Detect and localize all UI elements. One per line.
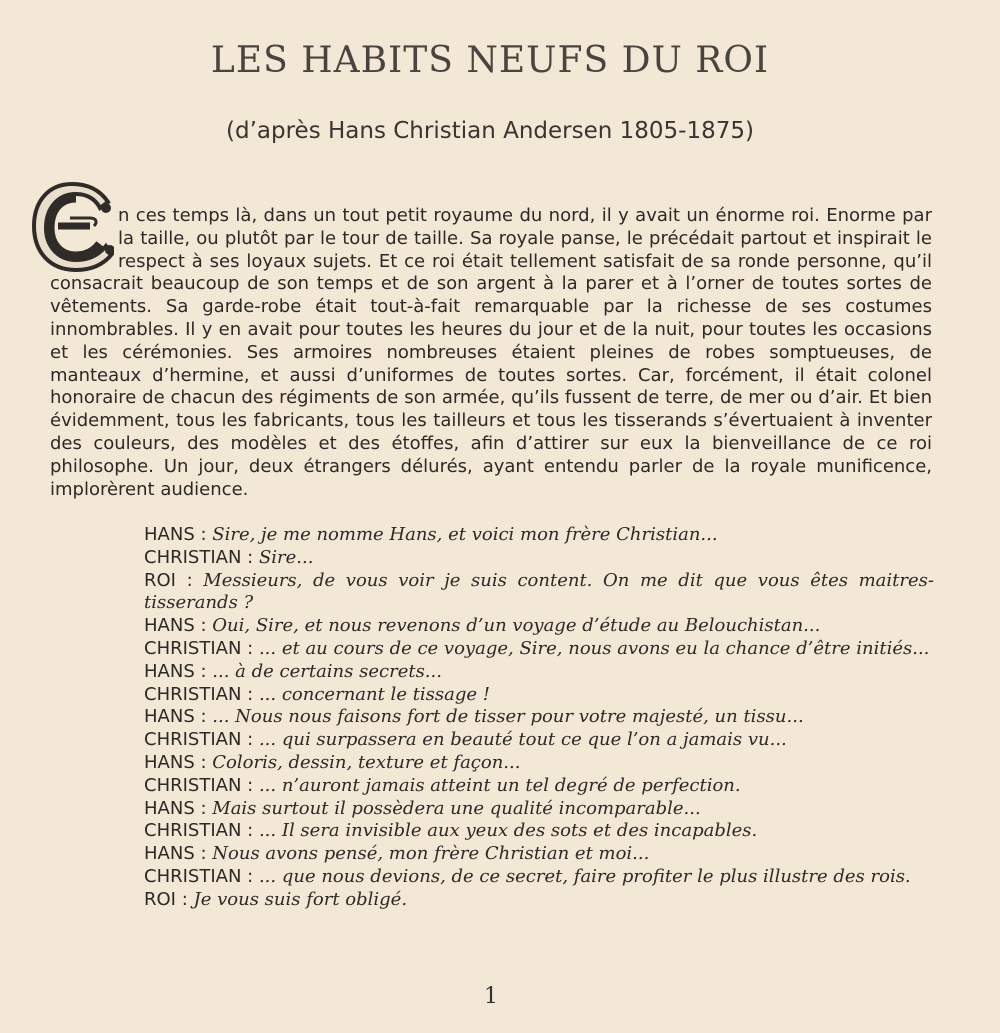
dialogue-line — [144, 706, 934, 729]
speaker-name: HANS : — [144, 706, 207, 728]
speaker-name: HANS : — [144, 615, 207, 637]
dialogue-line — [144, 524, 934, 547]
speech-text: ... que nous devions, de ce secret, faire profiter le plus illustre des rois. — [258, 865, 911, 887]
page-subtitle: (d’après Hans Christian Andersen 1805-1875) — [226, 118, 754, 144]
speaker-name: CHRISTIAN : — [144, 865, 254, 887]
dropcap-spacer — [50, 205, 118, 271]
speaker-name: CHRISTIAN : — [144, 820, 254, 842]
dialogue-line — [144, 820, 934, 843]
speech-text: Coloris, dessin, texture et façon... — [212, 751, 521, 773]
dialogue-line — [144, 798, 934, 821]
page-title: LES HABITS NEUFS DU ROI — [210, 40, 770, 81]
narrative-text: n ces temps là, dans un tout petit royaume du nord, il y avait un énorme roi. Enorme par la taille, ou plutôt par le tour de taille. Sa royale panse, le précédait partout et inspirait le respect à ses loyaux sujets. Et ce roi était tellement satisfait de sa ronde personne, qu’il consacrait beaucoup de son temps et de son argent à la parer et à l’orner de toutes sortes de vêtements. Sa garde-robe était tout-à-fait remarquable par la richesse de ses costumes innombrables. Il y en avait pour toutes les heures du jour et de la nuit, pour toutes les occasions et les cérémonies. Ses armoires nombreuses étaient pleines de robes somptueuses, de manteaux d’hermine, et aussi d’uniformes de toutes sortes. Car, forcément, il était colonel honoraire de chacun des régiments de son armée, qu’ils fussent de terre, de mer ou d’air. Et bien évidemment, tous les fabricants, tous les tailleurs et tous les tisserands s’évertuaient à inventer des couleurs, des modèles et des étoffes, afin d’attirer sur eux la bienveillance de ce roi philosophe. Un jour, deux étrangers délurés, ayant entendu parler de la royale munificence, implorèrent audience. — [50, 205, 932, 500]
dialogue-line — [144, 570, 934, 616]
dialogue-line — [144, 661, 934, 684]
speech-text: Sire... — [258, 546, 314, 568]
narrative-paragraph — [50, 205, 932, 501]
speech-text: ... et au cours de ce voyage, Sire, nous avons eu la chance d’être initiés... — [258, 637, 930, 659]
speech-text: Je vous suis fort obligé. — [193, 888, 408, 910]
speech-text: Nous avons pensé, mon frère Christian et moi... — [212, 843, 650, 865]
speech-text: ... concernant le tissage ! — [258, 683, 491, 705]
speaker-name: HANS : — [144, 797, 207, 819]
speaker-name: CHRISTIAN : — [144, 683, 254, 705]
dialogue-line — [144, 889, 934, 912]
speech-text: ... qui surpassera en beauté tout ce que l’on a jamais vu... — [258, 729, 787, 751]
dialogue-line — [144, 866, 934, 889]
speaker-name: ROI : — [144, 569, 193, 591]
speaker-name: CHRISTIAN : — [144, 546, 254, 568]
speaker-name: CHRISTIAN : — [144, 729, 254, 751]
dialogue-block — [144, 524, 934, 912]
speech-text: ... Il sera invisible aux yeux des sots et des incapables. — [258, 820, 758, 842]
speech-text: Sire, je me nomme Hans, et voici mon frère Christian... — [212, 524, 718, 545]
dialogue-line — [144, 638, 934, 661]
speaker-name: CHRISTIAN : — [144, 774, 254, 796]
speaker-name: HANS : — [144, 660, 207, 682]
speaker-name: HANS : — [144, 524, 207, 545]
dialogue-line — [144, 775, 934, 798]
dialogue-line — [144, 843, 934, 866]
dialogue-line — [144, 547, 934, 570]
speech-text: Oui, Sire, et nous revenons d’un voyage d’étude au Belouchistan... — [212, 615, 821, 637]
dialogue-line — [144, 729, 934, 752]
speaker-name: HANS : — [144, 751, 207, 773]
speaker-name: CHRISTIAN : — [144, 637, 254, 659]
speaker-name: HANS : — [144, 843, 207, 865]
speech-text: Messieurs, de vous voir je suis content. On me dit que vous êtes maitres-tisserands ? — [144, 569, 934, 614]
speech-text: ... n’auront jamais atteint un tel degré de perfection. — [258, 774, 741, 796]
dialogue-line — [144, 684, 934, 707]
speech-text: ... Nous nous faisons fort de tisser pour votre majesté, un tissu... — [212, 706, 804, 728]
speech-text: Mais surtout il possèdera une qualité incomparable... — [212, 797, 701, 819]
speaker-name: ROI : — [144, 888, 188, 910]
dialogue-line — [144, 752, 934, 775]
dialogue-line — [144, 615, 934, 638]
page-number: 1 — [484, 984, 498, 1009]
speech-text: ... à de certains secrets... — [212, 660, 442, 682]
